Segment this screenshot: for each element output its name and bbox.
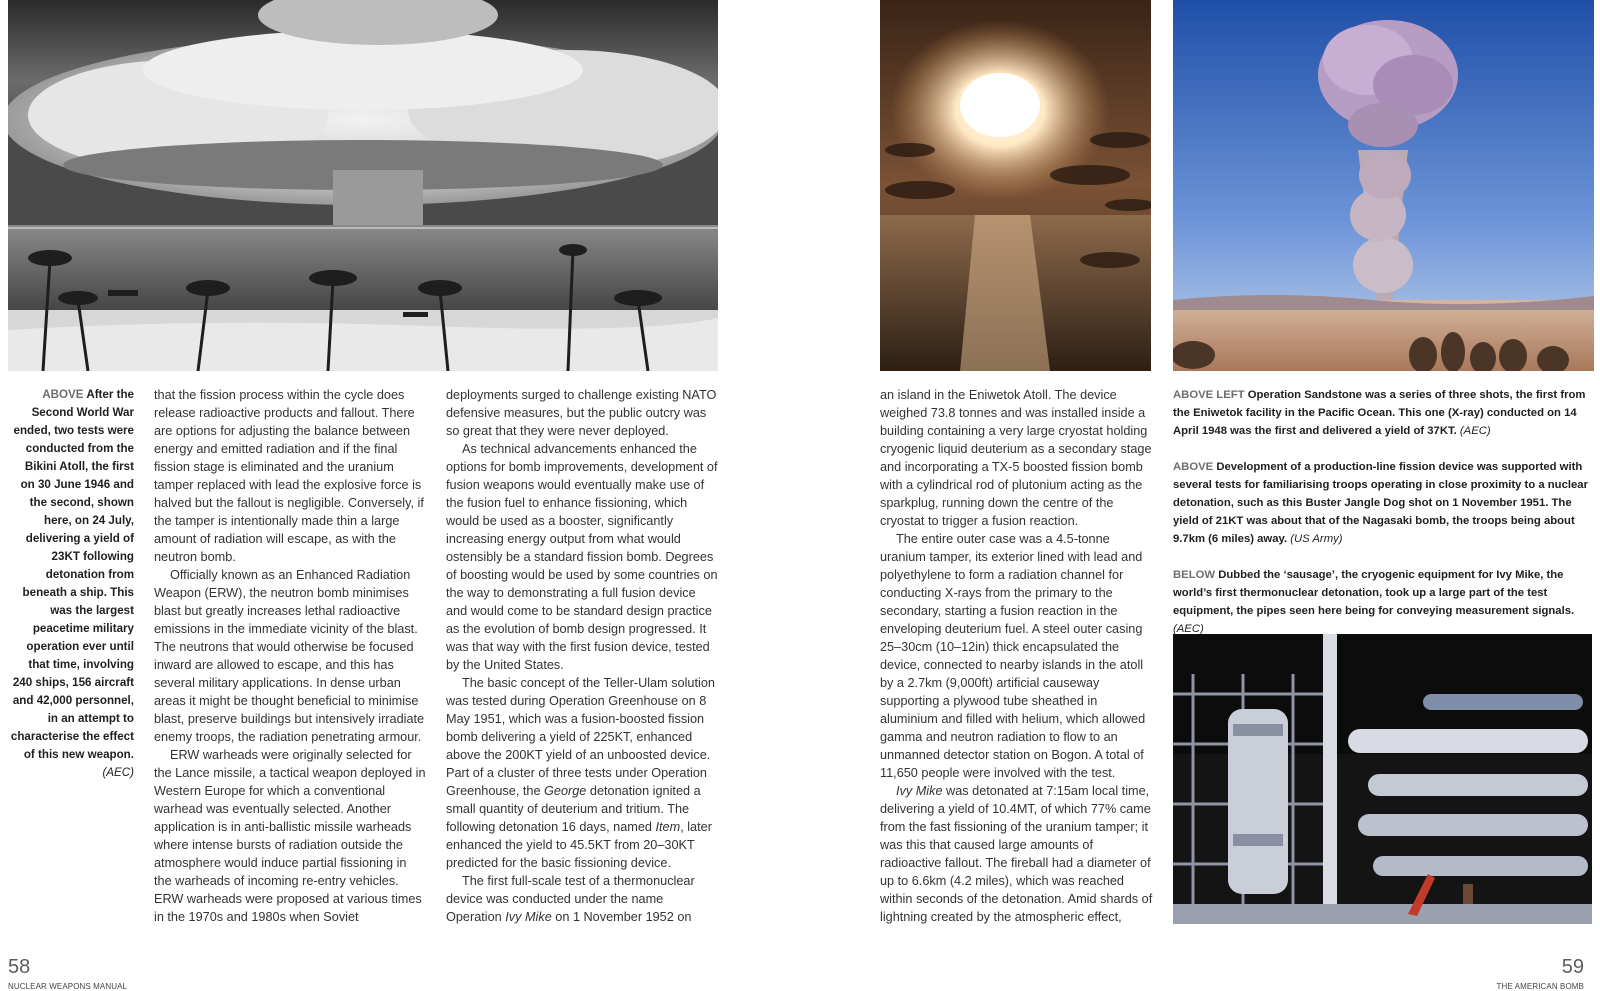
italic-run: Ivy Mike	[505, 910, 552, 924]
paragraph: deployments surged to challenge existing NATO defensive measures, but the public outcry was so great that they were never deployed.	[446, 388, 717, 438]
text-run: , later enhanced the yield to 45.5KT from 20–30KT predicted for the basic fissioning device.	[446, 820, 712, 870]
caption-credit: (AEC)	[102, 766, 134, 779]
text-run: was detonated at 7:15am local time, delivering a yield of 10.4MT, of which 77% came from the fast fissioning of the uranium tamper; it was this that caused large amounts of radioactive fallout. The fireball had a diameter of up to 6.6km (4.2 miles), which was reached within seconds of the detonation. Amid shards of lightning created by the atmospheric effect,	[880, 784, 1153, 924]
caption-above-left	[1173, 386, 1593, 440]
paragraph	[446, 674, 720, 872]
caption-text: Operation Sandstone was a series of three shots, the first from the Eniwetok facility in the Pacific Ocean. This one (X-ray) conducted on 14 April 1948 was the first and delivered a yield of 37KT.	[1173, 389, 1586, 437]
paragraph: As technical advancements enhanced the options for bomb improvements, development of fusion weapons would eventually make use of the fusion fuel to enhance fissioning, which would be used as a booster, significantly increasing energy output from what would ostensibly be a standard fission bomb. Degrees of boosting would be used by some countries on the way to demonstrating a full fusion device and would come to be standard design practice as the evolution of bomb design progressed. It was that way with the first fusion device, tested by the United States.	[446, 442, 718, 672]
italic-run: Item	[655, 820, 681, 834]
caption-above	[1173, 458, 1593, 548]
page-number-left: 58	[8, 956, 31, 978]
body-column-3	[880, 386, 1153, 926]
paragraph: ERW warheads were originally selected for the Lance missile, a tactical weapon deployed in Western Europe for which a conventional warhead was eventually selected. Another application is in anti-ballistic missile warheads where intense bursts of radiation outside the atmosphere would induce partial fissioning in the warheads of incoming re-entry vehicles. ERW warheads were proposed at various times in the 1970s and 1980s when Soviet	[154, 748, 426, 924]
text-run: on 1 November 1952 on	[551, 910, 692, 924]
caption-tag: ABOVE LEFT	[1173, 389, 1245, 401]
page-number-right: 59	[1561, 956, 1584, 978]
caption-tag: ABOVE	[1173, 461, 1214, 473]
text-run: The basic concept of the Teller-Ulam solution was tested during Operation Greenhouse on 8 May 1951, which was a fusion-boosted fission bomb delivering a yield of 225KT, enhanced above the 200KT yield of an unboosted device. Part of a cluster of three tests under Operation Greenhouse, the	[446, 676, 715, 798]
running-head-left: NUCLEAR WEAPONS MANUAL	[8, 982, 128, 991]
caption-credit: (US Army)	[1290, 533, 1343, 545]
body-column-1	[154, 386, 426, 926]
caption-below	[1173, 566, 1593, 638]
caption-tag: ABOVE	[42, 388, 84, 401]
text-run: The first full-scale test of a thermonuclear device was conducted under the name Operation	[446, 874, 695, 924]
italic-run: George	[544, 784, 587, 798]
photo-ivy-mike-sausage-equipment	[1173, 634, 1592, 924]
body-column-2	[446, 386, 720, 926]
paragraph	[880, 782, 1153, 926]
caption-credit: (AEC)	[1173, 623, 1204, 635]
photo-desert-mushroom-cloud	[1173, 0, 1594, 371]
paragraph: The entire outer case was a 4.5-tonne uranium tamper, its exterior lined with lead and polyethylene to form a radiation channel for conducting X-rays from the primary to the secondary, starting a fusion reaction in the enveloping deuterium fuel. A steel outer casing 25–30cm (10–12in) thick encapsulated the device, connected to nearby islands in the atoll by a 2.7km (9,000ft) artificial causeway supporting a plywood tube sheathed in aluminium and filled with helium, which allowed gamma and neutron radiation to flow to an unmanned detector station on Bogon. A total of 11,650 people were involved with the test.	[880, 532, 1146, 780]
caption-text: Dubbed the ‘sausage’, the cryogenic equipment for Ivy Mike, the world’s first thermonuclear detonation, took up a large part of the test equipment, the pipes seen here being for conveying measurement signals.	[1173, 569, 1575, 617]
paragraph: Officially known as an Enhanced Radiation Weapon (ERW), the neutron bomb minimises blast but greatly increases lethal radioactive emissions in the immediate vicinity of the blast. The neutrons that would otherwise be focused inward are allowed to escape, and this has several military applications. In dense urban areas it might be thought beneficial to minimise blast, preserve buildings but intensively irradiate enemy troops, the radiation penetrating armour.	[154, 568, 425, 744]
photo-bikini-atoll-test	[8, 0, 718, 371]
text-run: detonation ignited a small quantity of deuterium and tritium. The following detonation 16 days, named	[446, 784, 701, 834]
paragraph: an island in the Eniwetok Atoll. The device weighed 73.8 tonnes and was installed inside a building containing a very large cryostat holding cryogenic liquid deuterium as a secondary stage and incorporating a TX-5 boosted fission bomb with a cylindrical rod of plutonium acting as the sparkplug, running down the centre of the cryostat to trigger a fusion reaction.	[880, 388, 1152, 528]
caption-credit: (AEC)	[1459, 425, 1491, 437]
caption-tag: BELOW	[1173, 569, 1216, 581]
caption-text: Development of a production-line fission device was supported with several tests for familiarising troops operating in close proximity to a nuclear detonation, such as this Buster Jangle Dog shot on 1 November 1951. The yield of 21KT was about that of the Nagasaki bomb, the troops being about 9.7km (6 miles) away.	[1173, 461, 1588, 545]
italic-run: Ivy Mike	[896, 784, 943, 798]
paragraph	[446, 872, 720, 926]
photo-ivy-mike-fireball	[880, 0, 1151, 371]
caption-text: After the Second World War ended, two tests were conducted from the Bikini Atoll, the first on 30 June 1946 and the second, shown here, on 24 July, delivering a yield of 23KT following detonation from beneath a ship. This was the largest peacetime military operation ever until that time, involving 240 ships, 156 aircraft and 42,000 personnel, in an attempt to characterise the effect of this new weapon.	[10, 388, 134, 761]
running-head-right: THE AMERICAN BOMB	[1496, 982, 1584, 991]
paragraph: that the fission process within the cycle does release radioactive products and fallout. There are options for adjusting the balance between energy and emitted radiation and if the final fission stage is eliminated and the uranium tamper replaced with lead the explosive force is halved but the fallout is negligible. Conversely, if the tamper is intentionally made thin a large amount of radiation will escape, as with the neutron bomb.	[154, 388, 424, 564]
caption-bikini-atoll	[8, 386, 134, 782]
